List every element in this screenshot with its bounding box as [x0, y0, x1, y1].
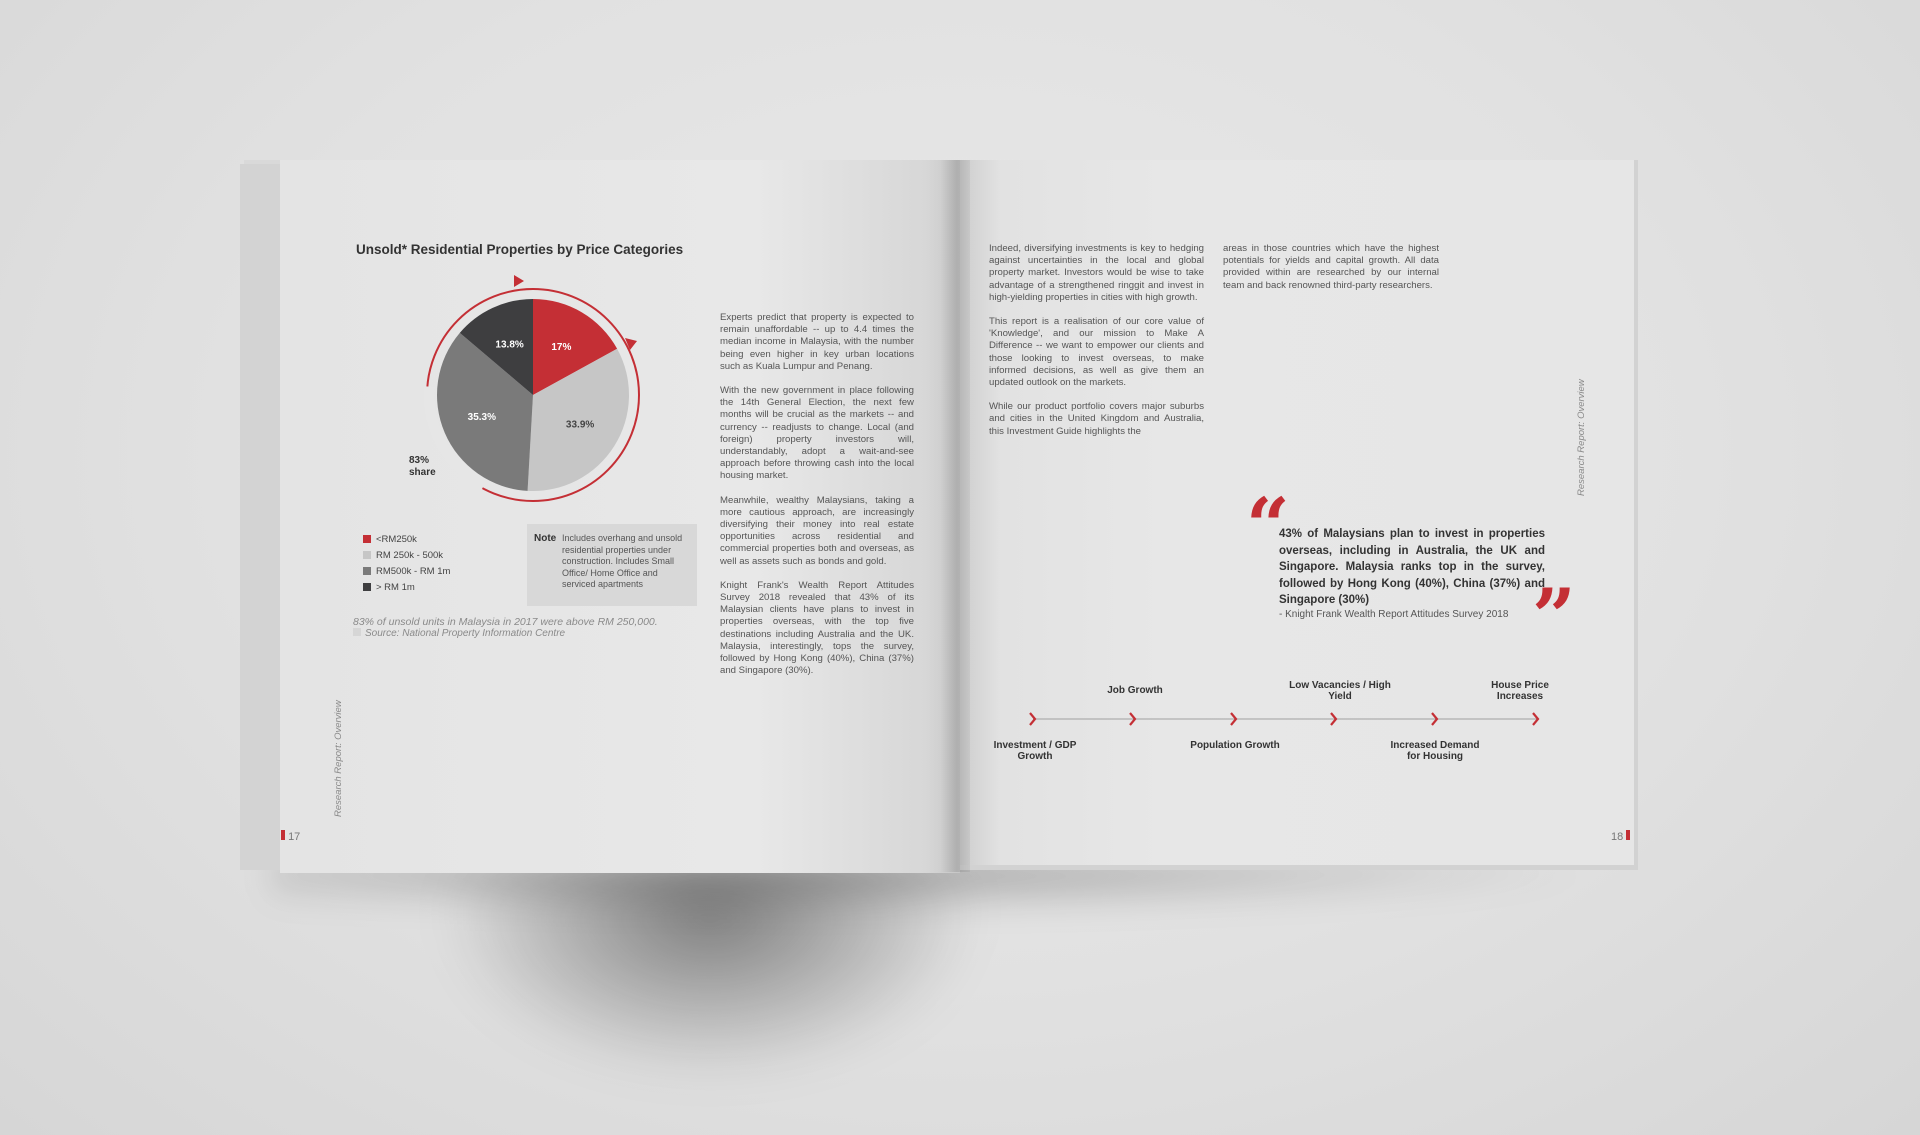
share-value: 83%: [409, 455, 430, 466]
chart-legend: [363, 531, 450, 595]
pie-slice-label: 35.3%: [467, 411, 497, 423]
running-head-left: [331, 700, 347, 817]
running-head-right: [1574, 366, 1590, 496]
paragraph: Experts predict that property is expected to remain unaffordable -- up to 4.4 times the median income in Malaysia, with the number being even higher in key urban locations such as Kuala Lumpur and Penang.: [720, 312, 914, 372]
note-box: [527, 524, 697, 606]
share-annotation: [409, 455, 436, 479]
paragraph: While our product portfolio covers major suburbs and cities in the United Kingdom and Australia, this Investment Guide highlights the: [989, 401, 1204, 437]
running-head-text: Research Report: Overview: [333, 700, 344, 817]
legend-swatch: [363, 567, 371, 575]
flow-step-investment: Investment / GDP Growth: [993, 740, 1077, 762]
note-text: Includes overhang and unsold residential properties under construction. Includes Small Office/ Home Office and serviced apartments: [562, 533, 683, 589]
page-marker: [281, 830, 285, 840]
page-number-text: 18: [1611, 831, 1624, 843]
book-spine: [940, 160, 970, 872]
pie-slice-label: 33.9%: [565, 419, 595, 431]
paragraph: Meanwhile, wealthy Malaysians, taking a more cautious approach, are increasingly diversifying their money into real estate opportunities across residential and commercial properties both and overseas, as well as assets such as bonds and gold.: [720, 494, 914, 567]
paragraph: areas in those countries which have the highest potentials for yields and capital growth. All data provided within are researched by our internal team and back renowned third-party researchers.: [1223, 243, 1439, 291]
paragraph: Knight Frank's Wealth Report Attitudes Survey 2018 revealed that 43% of its Malaysian clients have plans to invest in properties overseas, with the top five destinations including Australia and the UK. Malaysia, interestingly, tops the survey, followed by Hong Kong (40%), China (37%) and Singapore (30%).: [720, 579, 914, 677]
chevron-right-icon: [1030, 713, 1035, 725]
legend-label: <RM250k: [376, 533, 417, 545]
page-number-text: 17: [288, 831, 301, 843]
pie-slice-label: 13.8%: [495, 339, 524, 351]
paragraph: With the new government in place following the 14th General Election, the next few months will be crucial as the markets -- and currency -- readjusts to change. Local (and foreign) property investors will, understandably, adopt a wait-and-see approach before throwing cash into the local housing market.: [720, 385, 914, 482]
legend-item: [363, 547, 450, 563]
pie-chart: [400, 275, 660, 525]
chart-caption: [353, 616, 658, 640]
legend-swatch: [363, 535, 371, 543]
paragraph: Indeed, diversifying investments is key to hedging against uncertainties in the local and global property market. Investors would be wise to take advantage of a strengthened ringgit and invest in high-yielding properties in cities with high growth.: [989, 243, 1204, 303]
legend-swatch: [363, 583, 371, 591]
page-number-left: [281, 830, 300, 843]
legend-item: [363, 579, 450, 595]
pull-quote: 43% of Malaysians plan to invest in properties overseas, including in Australia, the UK and Singapore. Malaysia ranks top in the survey, followed by Hong Kong (40%), China (37%) and Singapore (30%): [1279, 528, 1545, 606]
paragraph: This report is a realisation of our core value of 'Knowledge', and our mission to Make A Difference -- we want to empower our clients and those looking to invest overseas, to make informed decisions, as well as give them an updated outlook on the markets.: [989, 316, 1204, 389]
page-number-right: [1611, 830, 1630, 843]
page-stack: [240, 164, 280, 870]
source-text: Source: National Property Information Centre: [365, 628, 566, 639]
flow-step-job-growth: Job Growth: [1107, 685, 1163, 696]
quote-attribution: - Knight Frank Wealth Report Attitudes Survey 2018: [1279, 609, 1509, 620]
page-marker: [1626, 830, 1630, 840]
running-head-text: Research Report: Overview: [1576, 379, 1587, 496]
source-swatch: [353, 628, 361, 636]
chart-title: Unsold* Residential Properties by Price Categories: [356, 242, 684, 257]
pie-slice-label: 17%: [551, 342, 572, 354]
flow-step-demand: Increased Demand for Housing: [1390, 740, 1480, 762]
open-quote-icon: “: [1246, 481, 1290, 570]
legend-item: [363, 531, 450, 547]
left-text-column: [720, 312, 914, 689]
legend-swatch: [363, 551, 371, 559]
growth-flow-diagram: [993, 670, 1580, 790]
legend-item: [363, 563, 450, 579]
right-text-column-1: [989, 243, 1204, 450]
legend-label: RM 250k - 500k: [376, 549, 444, 561]
close-quote-icon: ”: [1532, 572, 1576, 661]
legend-label: RM500k - RM 1m: [376, 565, 451, 577]
flow-step-house-price: House Price Increases: [1491, 680, 1549, 702]
flow-step-low-vacancies: Low Vacancies / High Yield: [1289, 680, 1391, 702]
right-text-column-2: [1223, 243, 1439, 304]
note-label: Note: [534, 533, 557, 544]
arrow-head-icon: [514, 275, 524, 287]
legend-label: > RM 1m: [376, 581, 415, 593]
caption-text: 83% of unsold units in Malaysia in 2017 were above RM 250,000.: [353, 616, 658, 628]
share-word: share: [409, 467, 436, 478]
flow-step-population: Population Growth: [1190, 740, 1280, 751]
